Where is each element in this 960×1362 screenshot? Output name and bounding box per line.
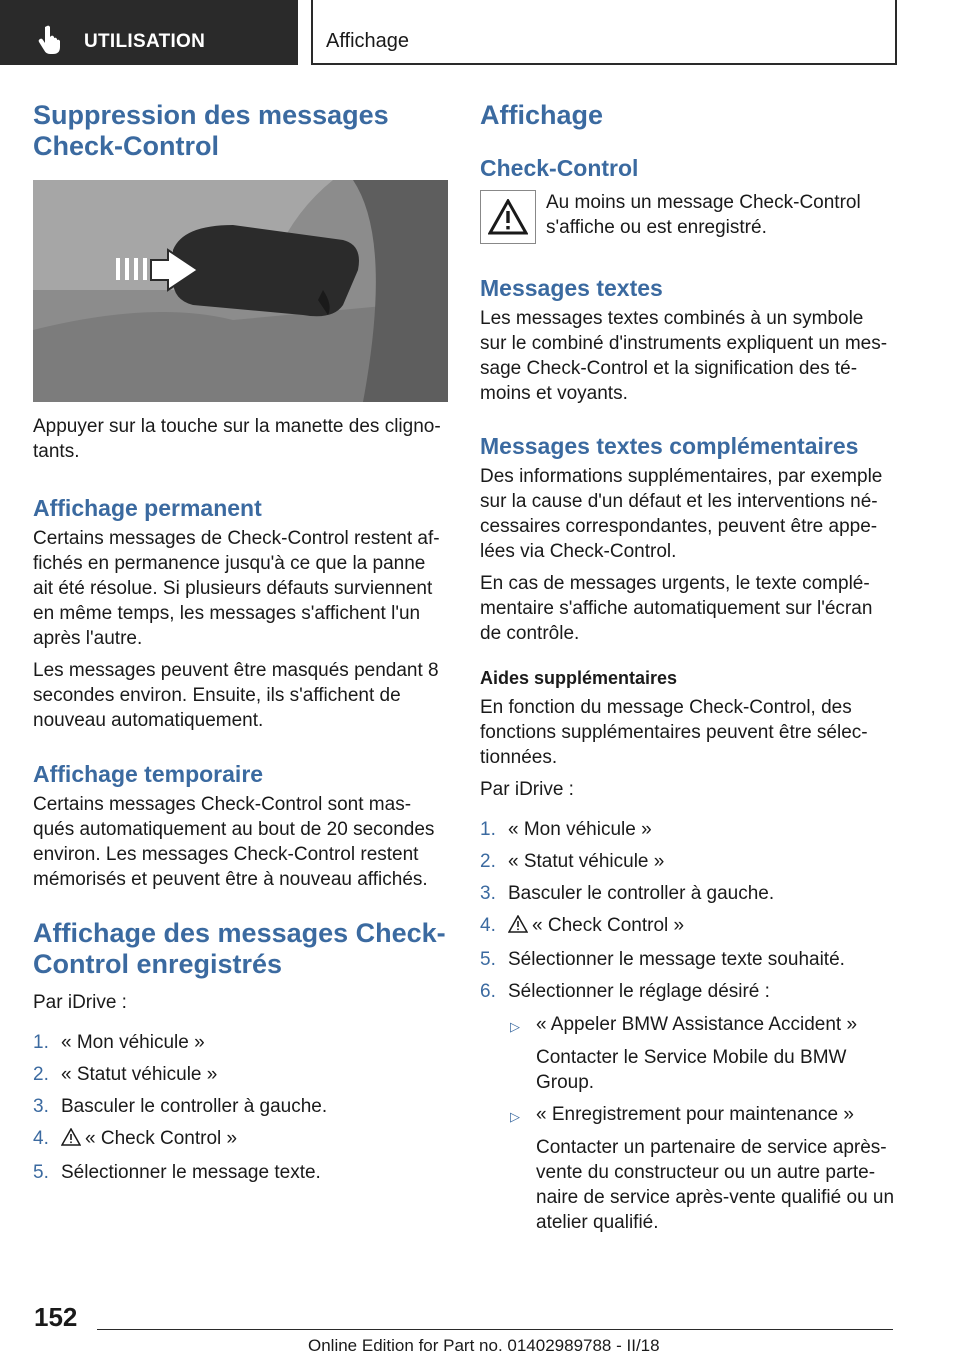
paragraph: Certains messages de Check-Control restent af-fichés en permanence jusqu'à ce que la panne ait été résolue. Si plusieurs défauts surviennent en même temps, les messages s'affichent l'un après l'autre. <box>33 528 440 649</box>
option-description: Contacter un partenaire de service après-vente du constructeur ou un autre parte-naire de service après-vente qualifié ou un atelier qualifié. <box>536 1137 895 1233</box>
left-column <box>33 100 448 1192</box>
topic-label: Affichage <box>326 30 410 52</box>
paragraph: Certains messages Check-Control sont mas-qués automatiquement au bout de 20 secondes environ. Les messages Check-Control restent mémorisés et peuvent être à nouveau affichés. <box>33 794 435 890</box>
list-item: 4. « Check Control » <box>33 1126 448 1153</box>
list-item: 3. Basculer le controller à gauche. <box>480 883 775 904</box>
heading-affichage-permanent: Affichage permanent <box>33 495 262 521</box>
list-item: 3. Basculer le controller à gauche. <box>33 1096 328 1117</box>
paragraph: En fonction du message Check-Control, des fonctions supplémentaires peuvent être sélec-tionnées. <box>480 697 868 768</box>
section-label: UTILISATION <box>84 31 206 52</box>
edition-note: Online Edition for Part no. 01402989788 - II/18 <box>308 1336 660 1355</box>
warning-triangle-icon <box>508 915 532 940</box>
topic-header <box>311 0 897 65</box>
paragraph: Des informations supplémentaires, par exemple sur la cause d'un défaut et les interventions né-cessaires correspondantes, peuvent être appe-lées via Check-Control. <box>480 466 883 562</box>
turn-signal-lever-photo <box>33 180 448 402</box>
heading-messages-enregistres: Affichage des messages Check-Control enregistrés <box>33 918 446 979</box>
triangle-bullet-icon: ▷ <box>510 1019 520 1034</box>
page-number: 152 <box>34 1302 78 1332</box>
list-item: 5. Sélectionner le message texte. <box>33 1162 321 1183</box>
check-control-notice <box>480 190 895 244</box>
section-title: Affichage <box>480 100 604 130</box>
heading-aides-supplementaires: Aides supplémentaires <box>480 668 678 688</box>
warning-triangle-icon <box>480 190 536 244</box>
list-item: 1. « Mon véhicule » <box>480 819 652 840</box>
heading-affichage-temporaire: Affichage temporaire <box>33 761 264 787</box>
idrive-intro: Par iDrive : <box>33 992 127 1013</box>
option-item: ▷ « Enregistrement pour maintenance » Contacter un partenaire de service après-vente du constructeur ou un autre parte-naire de service après-vente qualifié ou un atelier qualifié. <box>510 1104 895 1233</box>
list-item: 1. « Mon véhicule » <box>33 1032 205 1053</box>
warning-triangle-icon <box>61 1128 85 1153</box>
options-list <box>508 1012 895 1235</box>
heading-messages-complementaires: Messages textes complémentaires <box>480 433 859 459</box>
footer-divider <box>97 1329 893 1330</box>
option-description: Contacter le Service Mobile du BMW Group. <box>536 1047 847 1093</box>
section-title: Suppression des messages Check-Control <box>33 100 389 161</box>
steps-list <box>33 1030 448 1185</box>
paragraph: Les messages peuvent être masqués pendant 8 secondes environ. Ensuite, ils s'affichent de nouveau automatiquement. <box>33 660 439 731</box>
triangle-bullet-icon: ▷ <box>510 1109 520 1124</box>
list-item: 2. « Statut véhicule » <box>33 1064 218 1085</box>
heading-check-control: Check-Control <box>480 155 639 181</box>
steps-list <box>480 817 895 1235</box>
heading-messages-textes: Messages textes <box>480 275 663 301</box>
hand-pointer-icon <box>36 24 66 59</box>
option-item: ▷ « Appeler BMW Assistance Accident » Contacter le Service Mobile du BMW Group. <box>508 1012 895 1095</box>
paragraph: Les messages textes combinés à un symbole sur le combiné d'instruments expliquent un mes-sage Check-Control et la signification des té-moins et voyants. <box>480 308 888 404</box>
check-control-text: Au moins un message Check-Control s'affiche ou est enregistré. <box>546 192 861 238</box>
idrive-intro: Par iDrive : <box>480 779 574 800</box>
list-item: 2. « Statut véhicule » <box>480 851 665 872</box>
right-column <box>480 100 895 1242</box>
paragraph: En cas de messages urgents, le texte complé-mentaire s'affiche automatiquement sur l'écran de contrôle. <box>480 573 873 644</box>
image-caption: Appuyer sur la touche sur la manette des cligno-tants. <box>33 416 441 462</box>
section-tab[interactable] <box>0 0 298 65</box>
list-item: 6. Sélectionner le réglage désiré : ▷ « Appeler BMW Assistance Accident » Contacter le Service Mobile du BMW Group. ▷ « Enregistrement pour maintenance » Contacter un partenaire de service après-vente du constructeur ou un autre parte-naire de service après-vente qualifié ou un atelier qualifié. <box>480 981 895 1233</box>
list-item: 4. « Check Control » <box>480 913 895 940</box>
list-item: 5. Sélectionner le message texte souhaité. <box>480 949 845 970</box>
